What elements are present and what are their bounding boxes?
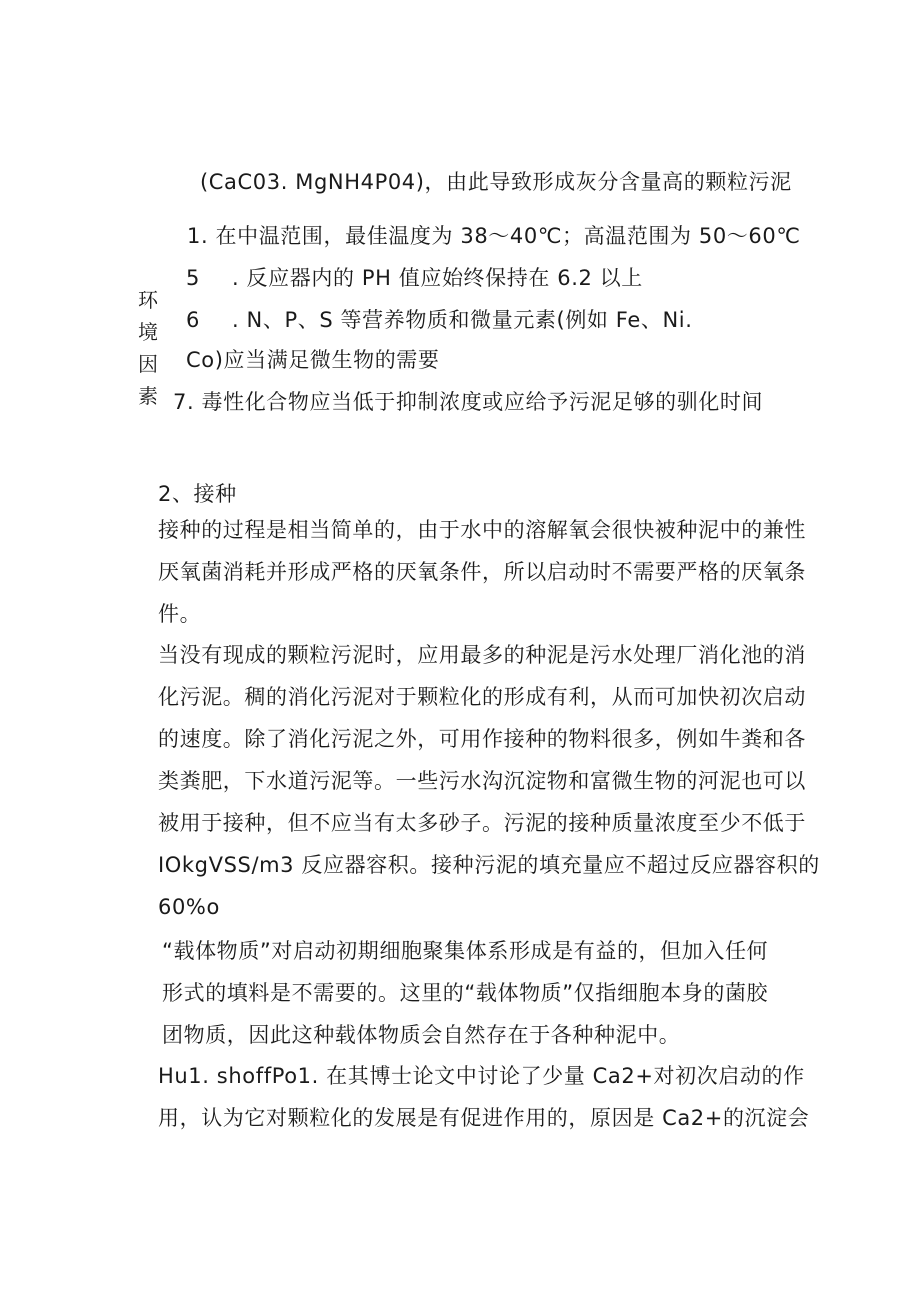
env-item-6-continuation: Co)应当满足微生物的需要 (186, 348, 440, 372)
text-line: 用，认为它对颗粒化的发展是有促进作用的，原因是 Ca2+的沉淀会 (158, 1106, 810, 1130)
side-label-char: 因 (138, 352, 158, 376)
text-line: 类粪肥，下水道污泥等。一些污水沟沉淀物和富微生物的河泥也可以 (158, 769, 806, 793)
side-label-char: 境 (138, 320, 158, 344)
text-line: 化污泥。稠的消化污泥对于颗粒化的形成有利，从而可加快初次启动 (158, 685, 806, 709)
caco3-line: (CaC03. MgNH4P04)，由此导致形成灰分含量高的颗粒污泥 (200, 170, 792, 194)
paragraph-1 (158, 509, 808, 635)
env-item-7: 7. 毒性化合物应当低于抑制浓度或应给予污泥足够的驯化时间 (173, 390, 764, 414)
paragraph-4 (158, 1055, 808, 1139)
text-line: 当没有现成的颗粒污泥时，应用最多的种泥是污水处理厂消化池的消 (158, 643, 806, 667)
side-label-char: 环 (138, 288, 158, 312)
text-line: IOkgVSS/m3 反应器容积。接种污泥的填充量应不超过反应器容积的 (158, 853, 820, 877)
text-line: 被用于接种，但不应当有太多砂子。污泥的接种质量浓度至少不低于 (158, 811, 806, 835)
env-item-6-number: 6 (186, 308, 200, 332)
paragraph-3 (162, 930, 812, 1056)
env-item-5 (186, 264, 643, 292)
env-item-5-number: 5 (186, 266, 200, 290)
side-label-char: 素 (138, 384, 158, 408)
paragraph-2 (158, 634, 820, 928)
env-item-5-text: . 反应器内的 PH 值应始终保持在 6.2 以上 (232, 266, 643, 290)
text-line: 件。 (158, 602, 202, 626)
env-item-6 (186, 306, 692, 334)
env-item-1: 1. 在中温范围，最佳温度为 38～40℃；高温范围为 50～60℃ (187, 224, 801, 248)
env-item-6-text: . N、P、S 等营养物质和微量元素(例如 Fe、Ni. (232, 308, 693, 332)
text-line: 接种的过程是相当简单的，由于水中的溶解氧会很快被种泥中的兼性 (158, 518, 806, 542)
text-line: 的速度。除了消化污泥之外，可用作接种的物料很多，例如牛粪和各 (158, 727, 806, 751)
text-line: 厌氧菌消耗并形成严格的厌氧条件，所以启动时不需要严格的厌氧条 (158, 560, 806, 584)
section-heading: 2、接种 (158, 482, 237, 506)
text-line: 团物质，因此这种载体物质会自然存在于各种种泥中。 (162, 1023, 681, 1047)
text-line: Hu1. shoffPo1. 在其博士论文中讨论了少量 Ca2+对初次启动的作 (158, 1064, 805, 1088)
text-line: 60%o (158, 895, 220, 919)
text-line: “载体物质”对启动初期细胞聚集体系形成是有益的，但加入任何 (162, 939, 769, 963)
environment-factors-label (137, 284, 159, 412)
text-line: 形式的填料是不需要的。这里的“载体物质”仅指细胞本身的菌胶 (162, 981, 769, 1005)
